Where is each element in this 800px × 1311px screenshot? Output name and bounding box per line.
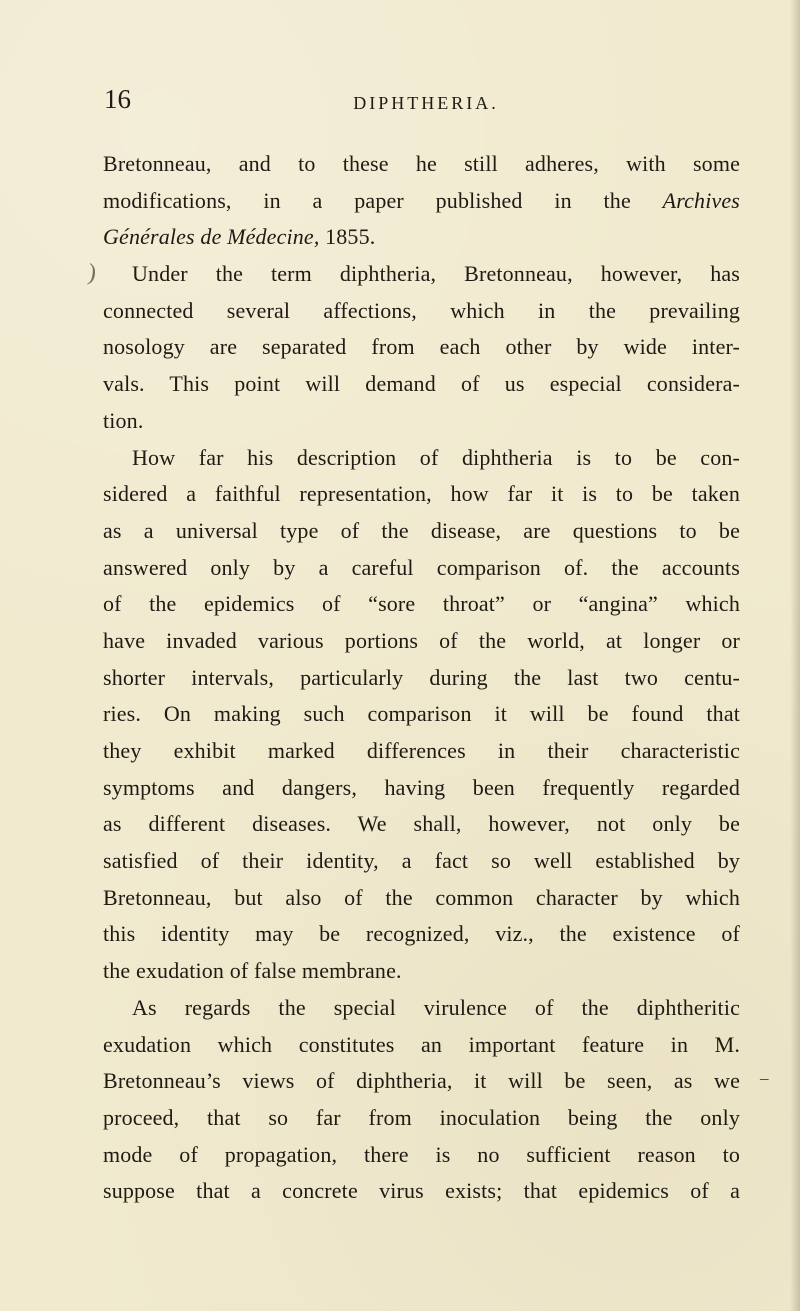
text-line: suppose that a concrete virus exists; that epidemics of a [103,1178,740,1204]
text-line: shorter intervals, particularly during the last two centu- [103,664,740,690]
text-line: as different diseases. We shall, however, not only be [103,811,740,837]
text-line: proceed, that so far from inoculation being the only [103,1104,740,1130]
right-margin-mark: _ [760,1063,769,1082]
text-line: exudation which constitutes an important feature in M. [103,1031,740,1057]
text-line [103,183,740,220]
journal-title-fragment: Archives [662,187,740,213]
journal-title-fragment: Générales de Médecine, [103,224,320,250]
text-line: the exudation of false membrane. [103,958,402,984]
text-line: have invaded various portions of the world, at longer or [103,627,740,653]
text-line: Under the term diphtheria, Bretonneau, however, has [132,261,740,287]
text-line: symptoms and dangers, having been frequently regarded [103,774,740,800]
text-fragment: 1855. [319,224,376,250]
page-header [104,84,704,120]
text-line: ries. On making such comparison it will be found that [103,701,740,727]
main-text-block [103,146,740,1210]
text-line: Bretonneau, but also of the common character by which [103,884,740,910]
text-fragment: modifications, in a paper published in the [103,187,663,213]
text-line: sidered a faithful representation, how far it is to be taken [103,481,740,507]
text-line: Bretonneau’s views of diphtheria, it will be seen, as we [103,1068,740,1094]
text-line: tion. [103,407,144,433]
text-line: as a universal type of the disease, are questions to be [103,517,740,543]
text-line: vals. This point will demand of us especial considera- [103,371,740,397]
text-line [103,219,740,256]
text-line: connected several affections, which in the prevailing [103,297,740,323]
text-line: mode of propagation, there is no sufficient reason to [103,1141,740,1167]
text-line: As regards the special virulence of the diphtheritic [132,994,740,1020]
text-line: nosology are separated from each other by wide inter- [103,334,740,360]
text-line: Bretonneau, and to these he still adheres, with some [103,151,740,176]
page-number: 16 [104,84,131,114]
text-line: this identity may be recognized, viz., the existence of [103,921,740,947]
text-line: they exhibit marked differences in their characteristic [103,738,740,763]
text-line: satisfied of their identity, a fact so well established by [103,848,740,874]
page-edge-shadow [790,0,800,1311]
text-line: of the epidemics of “sore throat” or “angina” which [103,591,740,617]
text-line: answered only by a careful comparison of. the accounts [103,554,740,580]
left-margin-mark: ) [86,259,98,287]
running-head: DIPHTHERIA. [353,93,499,113]
text-line: How far his description of diphtheria is to be con- [132,444,740,470]
